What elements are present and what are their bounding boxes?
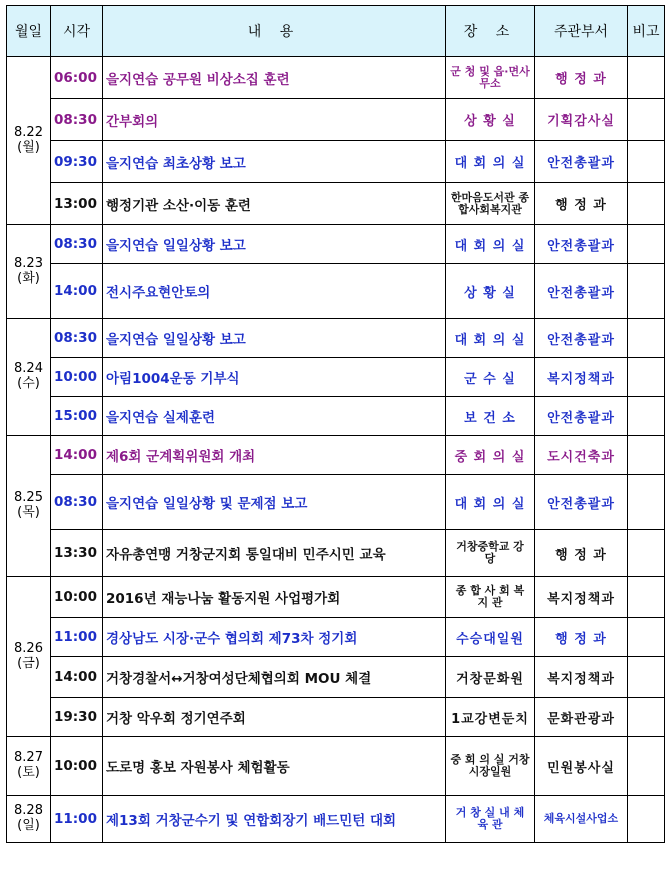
content-cell: 간부회의 [103, 99, 446, 141]
table-row [7, 225, 665, 264]
time-cell: 14:00 [51, 436, 103, 475]
weekday-value: (수) [17, 376, 40, 391]
content-cell: 행정기관 소산·이동 훈련 [103, 183, 446, 225]
time-cell: 11:00 [51, 796, 103, 843]
note-cell [628, 577, 665, 618]
content-cell: 거창 악우회 정기연주회 [103, 698, 446, 737]
dept-cell: 복지정책과 [535, 358, 628, 397]
date-value: 8.22 [14, 124, 43, 140]
dept-cell: 복지정책과 [535, 657, 628, 698]
time-cell: 06:00 [51, 57, 103, 99]
note-cell [628, 57, 665, 99]
date-cell [7, 577, 51, 737]
date-value: 8.25 [14, 490, 43, 506]
weekday-value: (월) [17, 139, 40, 155]
note-cell [628, 264, 665, 319]
place-cell: 대 회 의 실 [446, 475, 535, 530]
weekday-value: (일) [17, 818, 40, 833]
header-note: 비고 [628, 6, 665, 57]
date-cell [7, 319, 51, 436]
place-cell: 거창문화원 [446, 657, 535, 698]
time-cell: 13:30 [51, 530, 103, 577]
content-cell: 도로명 홍보 자원봉사 체험활동 [103, 737, 446, 796]
place-cell: 군 청 및 읍·면사무소 [446, 57, 535, 99]
dept-cell: 안전총괄과 [535, 319, 628, 358]
weekday-value: (화) [17, 270, 40, 286]
content-cell: 자유총연맹 거창군지회 통일대비 민주시민 교육 [103, 530, 446, 577]
time-cell: 08:30 [51, 319, 103, 358]
table-row [7, 141, 665, 183]
dept-cell: 민원봉사실 [535, 737, 628, 796]
time-cell: 10:00 [51, 577, 103, 618]
date-cell [7, 225, 51, 319]
note-cell [628, 358, 665, 397]
header-time: 시각 [51, 6, 103, 57]
table-row [7, 99, 665, 141]
content-cell: 경상남도 시장·군수 협의회 제73차 정기회 [103, 618, 446, 657]
content-cell: 을지연습 공무원 비상소집 훈련 [103, 57, 446, 99]
content-cell: 2016년 재능나눔 활동지원 사업평가회 [103, 577, 446, 618]
content-cell: 전시주요현안토의 [103, 264, 446, 319]
date-value: 8.24 [14, 361, 43, 377]
time-cell: 09:30 [51, 141, 103, 183]
time-cell: 08:30 [51, 99, 103, 141]
dept-cell: 안전총괄과 [535, 475, 628, 530]
table-row [7, 319, 665, 358]
note-cell [628, 397, 665, 436]
note-cell [628, 99, 665, 141]
note-cell [628, 225, 665, 264]
content-cell: 을지연습 일일상황 및 문제점 보고 [103, 475, 446, 530]
note-cell [628, 319, 665, 358]
place-cell: 상 황 실 [446, 99, 535, 141]
table-row [7, 577, 665, 618]
date-cell [7, 737, 51, 796]
dept-cell: 안전총괄과 [535, 225, 628, 264]
dept-cell: 안전총괄과 [535, 141, 628, 183]
place-cell: 대 회 의 실 [446, 319, 535, 358]
place-cell: 상 황 실 [446, 264, 535, 319]
dept-cell: 행 정 과 [535, 618, 628, 657]
content-cell: 아림1004운동 기부식 [103, 358, 446, 397]
note-cell [628, 436, 665, 475]
table-row [7, 264, 665, 319]
table-row [7, 618, 665, 657]
dept-cell: 행 정 과 [535, 57, 628, 99]
table-row [7, 57, 665, 99]
table-row [7, 183, 665, 225]
note-cell [628, 183, 665, 225]
weekday-value: (금) [17, 655, 40, 671]
time-cell: 10:00 [51, 737, 103, 796]
table-row [7, 657, 665, 698]
header-row [7, 6, 665, 57]
dept-cell: 행 정 과 [535, 530, 628, 577]
note-cell [628, 475, 665, 530]
note-cell [628, 530, 665, 577]
table-row [7, 475, 665, 530]
header-dept: 주관부서 [535, 6, 628, 57]
dept-cell: 행 정 과 [535, 183, 628, 225]
time-cell: 08:30 [51, 225, 103, 264]
table-row [7, 436, 665, 475]
weekday-value: (토) [17, 765, 40, 780]
content-cell: 을지연습 일일상황 보고 [103, 319, 446, 358]
time-cell: 14:00 [51, 657, 103, 698]
date-value: 8.23 [14, 255, 43, 271]
content-cell: 을지연습 일일상황 보고 [103, 225, 446, 264]
schedule-table [6, 5, 665, 843]
time-cell: 10:00 [51, 358, 103, 397]
place-cell: 군 수 실 [446, 358, 535, 397]
date-value: 8.28 [14, 803, 43, 819]
header-date: 월일 [7, 6, 51, 57]
note-cell [628, 141, 665, 183]
place-cell: 거창중학교 강 당 [446, 530, 535, 577]
dept-cell: 안전총괄과 [535, 264, 628, 319]
content-cell: 을지연습 실제훈련 [103, 397, 446, 436]
place-cell: 보 건 소 [446, 397, 535, 436]
schedule-body [7, 57, 665, 843]
content-cell: 거창경찰서↔거창여성단체협의회 MOU 체결 [103, 657, 446, 698]
table-row [7, 698, 665, 737]
content-cell: 제13회 거창군수기 및 연합회장기 배드민턴 대회 [103, 796, 446, 843]
note-cell [628, 698, 665, 737]
place-cell: 중 회 의 실 거창시장일원 [446, 737, 535, 796]
dept-cell: 복지정책과 [535, 577, 628, 618]
date-cell [7, 57, 51, 225]
dept-cell: 문화관광과 [535, 698, 628, 737]
dept-cell: 안전총괄과 [535, 397, 628, 436]
time-cell: 19:30 [51, 698, 103, 737]
dept-cell: 체육시설사업소 [535, 796, 628, 843]
time-cell: 11:00 [51, 618, 103, 657]
time-cell: 15:00 [51, 397, 103, 436]
place-cell: 수승대일원 [446, 618, 535, 657]
dept-cell: 도시건축과 [535, 436, 628, 475]
date-cell [7, 796, 51, 843]
header-content: 내 용 [103, 6, 446, 57]
place-cell: 중 회 의 실 [446, 436, 535, 475]
date-value: 8.26 [14, 640, 43, 656]
date-cell [7, 436, 51, 577]
note-cell [628, 618, 665, 657]
place-cell: 대 회 의 실 [446, 141, 535, 183]
place-cell: 거 창 실 내 체 육 관 [446, 796, 535, 843]
table-row [7, 397, 665, 436]
time-cell: 14:00 [51, 264, 103, 319]
place-cell: 대 회 의 실 [446, 225, 535, 264]
note-cell [628, 796, 665, 843]
content-cell: 제6회 군계획위원회 개최 [103, 436, 446, 475]
time-cell: 08:30 [51, 475, 103, 530]
dept-cell: 기획감사실 [535, 99, 628, 141]
weekday-value: (목) [17, 505, 40, 520]
table-row [7, 796, 665, 843]
time-cell: 13:00 [51, 183, 103, 225]
note-cell [628, 737, 665, 796]
place-cell: 1교강변둔치 [446, 698, 535, 737]
content-cell: 을지연습 최초상황 보고 [103, 141, 446, 183]
place-cell: 한마음도서관 종합사회복지관 [446, 183, 535, 225]
table-row [7, 737, 665, 796]
table-row [7, 530, 665, 577]
date-value: 8.27 [14, 750, 43, 766]
note-cell [628, 657, 665, 698]
table-row [7, 358, 665, 397]
place-cell: 종 합 사 회 복 지 관 [446, 577, 535, 618]
header-place: 장 소 [446, 6, 535, 57]
